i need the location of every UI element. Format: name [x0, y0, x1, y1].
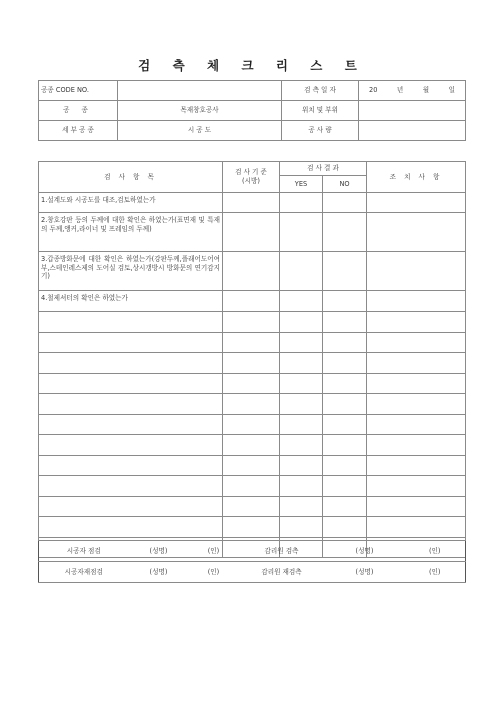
no-cell[interactable] [323, 291, 367, 312]
item-cell[interactable] [39, 435, 223, 456]
checklist-row [39, 252, 466, 291]
sub-work-value[interactable]: 시 공 도 [118, 121, 282, 141]
signature-right-seal[interactable]: (인) [405, 562, 466, 583]
checklist-item-text: 2.창호강판 등의 두께에 대한 확인은 하였는가(표면재 및 특재의 두께,앵커,라이너 및 프레임의 두께) [39, 213, 223, 252]
standard-cell[interactable] [223, 496, 280, 517]
item-cell[interactable] [39, 312, 223, 333]
yes-cell[interactable] [280, 312, 323, 333]
action-cell[interactable] [367, 332, 466, 353]
item-cell[interactable] [39, 394, 223, 415]
col-header-standard-main: 검 사 기 준 [235, 168, 267, 177]
item-cell[interactable] [39, 373, 223, 394]
code-value[interactable] [118, 81, 282, 101]
no-cell[interactable] [323, 252, 367, 291]
yes-cell[interactable] [280, 435, 323, 456]
signature-right-name[interactable]: (성명) [325, 541, 405, 562]
checklist-blank-row [39, 476, 466, 497]
date-label: 검 측 일 자 [282, 81, 359, 101]
col-header-yes: YES [280, 176, 323, 193]
no-cell[interactable] [323, 213, 367, 252]
checklist-item-text: 1.설계도와 시공도를 대조,검토하였는가 [39, 193, 223, 213]
signature-table [38, 540, 466, 583]
item-cell[interactable] [39, 414, 223, 435]
no-cell[interactable] [323, 414, 367, 435]
standard-cell[interactable] [223, 312, 280, 333]
no-cell[interactable] [323, 373, 367, 394]
quantity-label: 공 사 량 [282, 121, 359, 141]
standard-cell[interactable] [223, 252, 280, 291]
yes-cell[interactable] [280, 414, 323, 435]
standard-cell[interactable] [223, 394, 280, 415]
date-year-unit: 년 [396, 86, 404, 95]
location-label: 위치 및 부위 [282, 101, 359, 121]
item-cell[interactable] [39, 332, 223, 353]
date-value[interactable] [359, 81, 466, 101]
no-cell[interactable] [323, 332, 367, 353]
no-cell[interactable] [323, 353, 367, 374]
checklist-item-text: 3.갑종방화문에 대한 확인은 하였는가(강판두께,플래어도어여부,스테인레스제의 도어실 검토,상시갱방시 방화문의 연기감지기) [39, 252, 223, 291]
no-cell[interactable] [323, 517, 367, 538]
action-cell[interactable] [367, 496, 466, 517]
signature-left-name[interactable]: (성명) [129, 541, 189, 562]
signature-right-label: 감리원 재검측 [239, 562, 325, 583]
checklist-row [39, 291, 466, 312]
action-cell[interactable] [367, 435, 466, 456]
checklist-blank-row [39, 353, 466, 374]
action-cell[interactable] [367, 291, 466, 312]
work-type-value[interactable]: 목재창호공사 [118, 101, 282, 121]
date-day-unit: 일 [448, 86, 455, 95]
item-cell[interactable] [39, 353, 223, 374]
standard-cell[interactable] [223, 291, 280, 312]
checklist-table [38, 161, 466, 558]
signature-left-name[interactable]: (성명) [129, 562, 189, 583]
page-title: 검 측 체 크 리 스 트 [138, 58, 366, 73]
action-cell[interactable] [367, 517, 466, 538]
action-cell[interactable] [367, 213, 466, 252]
signature-row [39, 562, 466, 583]
action-cell[interactable] [367, 476, 466, 497]
date-year: 20 [369, 86, 378, 95]
item-cell[interactable] [39, 476, 223, 497]
yes-cell[interactable] [280, 353, 323, 374]
col-header-action: 조 치 사 항 [367, 162, 466, 193]
date-month-unit: 월 [422, 86, 430, 95]
yes-cell[interactable] [280, 373, 323, 394]
signature-left-seal[interactable]: (인) [189, 562, 239, 583]
yes-cell[interactable] [280, 394, 323, 415]
location-value[interactable] [359, 101, 466, 121]
work-type-label: 공 종 [39, 101, 118, 121]
col-header-standard [223, 162, 280, 193]
yes-cell[interactable] [280, 517, 323, 538]
header-info-table [38, 80, 466, 141]
checklist-blank-row [39, 455, 466, 476]
col-header-standard-sub: (시방) [242, 177, 260, 185]
standard-cell[interactable] [223, 414, 280, 435]
standard-cell[interactable] [223, 373, 280, 394]
yes-cell[interactable] [280, 496, 323, 517]
standard-cell[interactable] [223, 455, 280, 476]
checklist-row [39, 213, 466, 252]
signature-right-seal[interactable]: (인) [405, 541, 466, 562]
standard-cell[interactable] [223, 332, 280, 353]
no-cell[interactable] [323, 476, 367, 497]
col-header-result: 검 사 결 과 [280, 162, 367, 176]
item-cell[interactable] [39, 517, 223, 538]
yes-cell[interactable] [280, 193, 323, 213]
standard-cell[interactable] [223, 213, 280, 252]
yes-cell[interactable] [280, 213, 323, 252]
checklist-blank-row [39, 435, 466, 456]
action-cell[interactable] [367, 394, 466, 415]
signature-left-label: 시공자재점검 [39, 562, 129, 583]
yes-cell[interactable] [280, 455, 323, 476]
item-cell[interactable] [39, 496, 223, 517]
checklist-row [39, 193, 466, 213]
checklist-item-text: 4.철제셔터의 확인은 하였는가 [39, 291, 223, 312]
no-cell[interactable] [323, 496, 367, 517]
checklist-blank-row [39, 394, 466, 415]
no-cell[interactable] [323, 394, 367, 415]
action-cell[interactable] [367, 455, 466, 476]
action-cell[interactable] [367, 252, 466, 291]
checklist-blank-row [39, 414, 466, 435]
quantity-value[interactable] [359, 121, 466, 141]
standard-cell[interactable] [223, 435, 280, 456]
action-cell[interactable] [367, 414, 466, 435]
checklist-blank-row [39, 373, 466, 394]
standard-cell[interactable] [223, 517, 280, 538]
checklist-blank-row [39, 517, 466, 538]
col-header-no: NO [323, 176, 367, 193]
yes-cell[interactable] [280, 332, 323, 353]
col-header-item: 검 사 항 목 [39, 162, 223, 193]
no-cell[interactable] [323, 312, 367, 333]
checklist-blank-row [39, 332, 466, 353]
signature-right-label: 감리원 검측 [239, 541, 325, 562]
standard-cell[interactable] [223, 476, 280, 497]
no-cell[interactable] [323, 455, 367, 476]
no-cell[interactable] [323, 435, 367, 456]
standard-cell[interactable] [223, 353, 280, 374]
checklist-blank-row [39, 312, 466, 333]
yes-cell[interactable] [280, 476, 323, 497]
sub-work-label: 세 부 공 종 [39, 121, 118, 141]
signature-right-name[interactable]: (성명) [325, 562, 405, 583]
signature-left-seal[interactable]: (인) [189, 541, 239, 562]
action-cell[interactable] [367, 373, 466, 394]
no-cell[interactable] [323, 193, 367, 213]
signature-left-label: 시공자 점검 [39, 541, 129, 562]
signature-body [39, 541, 466, 583]
yes-cell[interactable] [280, 291, 323, 312]
item-cell[interactable] [39, 455, 223, 476]
checklist-body [39, 193, 466, 558]
action-cell[interactable] [367, 193, 466, 213]
yes-cell[interactable] [280, 252, 323, 291]
standard-cell[interactable] [223, 193, 280, 213]
checklist-blank-row [39, 496, 466, 517]
action-cell[interactable] [367, 312, 466, 333]
code-label: 공종 CODE NO. [39, 81, 118, 101]
action-cell[interactable] [367, 353, 466, 374]
signature-row [39, 541, 466, 562]
